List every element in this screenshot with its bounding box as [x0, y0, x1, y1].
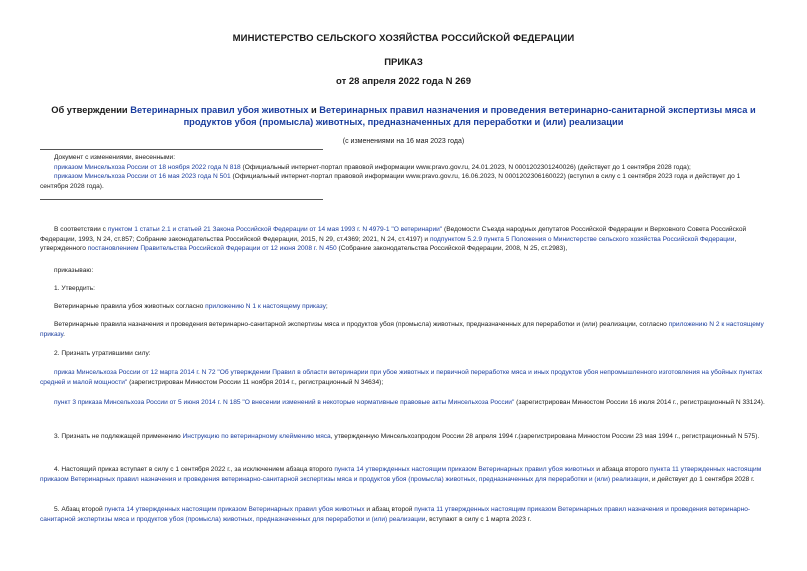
preamble-text-3: , утвержденного [40, 235, 737, 252]
appendix-2-link[interactable]: приложению N 2 к настоящему приказу [40, 321, 764, 338]
change-link-501[interactable]: приказом Минсельхоза России от 16 мая 2023 года N 501 [54, 173, 231, 180]
item-4-text-1: 4. Настоящий приказ вступает в силу с 1 сентября 2022 г., за исключением абзаца второго [54, 466, 335, 473]
title-link-expertise-rules[interactable]: Ветеринарных правил назначения и проведения ветеринарно-санитарной экспертизы мяса и продуктов убоя (промысла) животных, предназначенных для переработки и (или) реализации [183, 105, 756, 127]
item-5-link-point-11[interactable]: пункта 11 утвержденных настоящим приказом Ветеринарных правил назначения и проведения ветеринарно-санитарной экспертизы мяса и продуктов убоя (промысла) животных, предназначенных для переработки и (или) реализации [40, 506, 751, 523]
item-1b-end: . [63, 330, 65, 338]
item-3-end: , утвержденную Минсельхозпродом России 28 апреля 1994 г.(зарегистрирована Минюстом России 23 мая 1994 г., регистрационный N 575). [330, 433, 760, 440]
changes-top-divider [40, 149, 323, 150]
ministry-heading: МИНИСТЕРСТВО СЕЛЬСКОГО ХОЗЯЙСТВА РОССИЙСКОЙ ФЕДЕРАЦИИ [232, 33, 575, 44]
item-2b-text: (зарегистрирован Минюстом России 16 июля 2014 г., регистрационный N 33124). [514, 399, 765, 406]
item-1-approve: 1. Утвердить: [54, 285, 95, 292]
changes-note: (с изменениями на 16 мая 2023 года) [342, 138, 465, 145]
item-4-link-point-11[interactable]: пункта 11 утвержденных настоящим приказом Ветеринарных правил назначения и проведения ветеринарно-санитарной экспертизы мяса и продуктов убоя (промысла) животных, предназначенных для переработки и (или) реализации [40, 466, 762, 483]
preamble-link-regulation[interactable]: подпунктом 5.2.9 пункта 5 Положения о Министерстве сельского хозяйства Российской Федерации [429, 235, 735, 243]
change-link-818[interactable]: приказом Минсельхоза России от 18 ноября 2022 года N 818 [54, 163, 241, 171]
item-5-link-point-14[interactable]: пункта 14 утвержденных настоящим приказом Ветеринарных правил убоя животных [104, 506, 365, 513]
repealed-order-72-link[interactable]: приказ Минсельхоза России от 12 марта 2014 г. N 72 "Об утверждении Правил в области ветеринарии при убое животных и первичной переработке мяса и иных продуктов убоя непромышленного изготовления на убойных пунктах средней и малой мощности" [40, 369, 763, 386]
change-text-501: (Официальный интернет-портал правовой информации www.pravo.gov.ru, 16.06.2023, N 0001202306160022) (вступил в силу с 1 сентября 2023 года и действует до 1 сентября 2028 года). [40, 173, 741, 190]
doc-type-heading: ПРИКАЗ [384, 57, 423, 68]
item-2b-paragraph [40, 398, 767, 408]
item-1a-paragraph [40, 302, 767, 312]
preamble-text-2: (Ведомости Съезда народных депутатов Российской Федерации и Верховного Совета Российской Федерации, 1993, N 24, ст.857; Собрание законодательства Российской Федерации, 2015, N 29, ст.4369; 2021, N 24, ст.4197) и [40, 226, 747, 243]
repealed-order-185-link[interactable]: пункт 3 приказа Минсельхоза России от 5 июня 2014 г. N 185 "О внесении изменений в некоторые нормативные правовые акты Минсельхоза России" [54, 399, 515, 406]
changes-block [40, 153, 767, 191]
item-1b-paragraph [40, 320, 767, 339]
change-item-1 [40, 163, 767, 173]
item-2a-paragraph [40, 368, 767, 387]
preamble-link-decree[interactable]: постановлением Правительства Российской Федерации от 12 июня 2008 г. N 450 [87, 245, 337, 252]
item-2a-text: (зарегистрирован Минюстом России 11 ноября 2014 г., регистрационный N 34634); [127, 378, 384, 386]
title-link-slaughter-rules[interactable]: Ветеринарных правил убоя животных [130, 105, 309, 115]
item-5-text-1: 5. Абзац второй [54, 506, 105, 513]
item-1a-end: ; [325, 303, 328, 310]
document-title [40, 104, 767, 128]
item-4-paragraph [40, 465, 767, 484]
item-5-text-3: , вступают в силу с 1 марта 2023 г. [425, 515, 532, 523]
item-5-paragraph [40, 505, 767, 524]
item-4-text-2: и абзаца второго [594, 466, 651, 473]
item-1a-text: Ветеринарные правила убоя животных согласно [54, 303, 206, 310]
preamble-text-4: (Собрание законодательства Российской Федерации, 2008, N 25, ст.2983), [336, 245, 568, 252]
change-text-818: (Официальный интернет-портал правовой информации www.pravo.gov.ru, 24.01.2023, N 0001202301240026) (действует до 1 сентября 2028 года); [240, 163, 691, 171]
change-item-2 [40, 172, 767, 191]
item-1b-text: Ветеринарные правила назначения и проведения ветеринарно-санитарной экспертизы мяса и продуктов убоя (промысла) животных, предназначенных для переработки и (или) реализации, согласно [54, 321, 669, 328]
item-4-link-point-14[interactable]: пункта 14 утвержденных настоящим приказом Ветеринарных правил убоя животных [334, 466, 595, 473]
item-3-text: 3. Признать не подлежащей применению [54, 433, 183, 440]
item-3-paragraph [40, 432, 767, 442]
date-number-heading: от 28 апреля 2022 года N 269 [336, 76, 471, 87]
preamble-paragraph [40, 225, 767, 254]
appendix-1-link[interactable]: приложению N 1 к настоящему приказу [205, 303, 326, 310]
title-middle: и [308, 105, 320, 115]
orders-line: приказываю: [54, 267, 94, 274]
changes-bottom-divider [40, 199, 323, 200]
item-5-text-2: и абзац второй [364, 506, 415, 513]
branding-instruction-link[interactable]: Инструкцию по ветеринарному клеймению мяса [182, 433, 331, 440]
item-4-text-3: , и действует до 1 сентября 2028 г. [648, 475, 755, 483]
item-2-repeal: 2. Признать утратившими силу: [54, 350, 151, 357]
preamble-link-vet-law[interactable]: пунктом 1 статьи 2.1 и статьей 21 Закона Российской Федерации от 14 мая 1993 г. N 4979-1 "О ветеринарии" [107, 226, 443, 233]
preamble-text-1: В соответствии с [54, 226, 108, 233]
title-prefix: Об утверждении [51, 105, 131, 115]
changes-intro: Документ с изменениями, внесенными: [54, 154, 176, 161]
